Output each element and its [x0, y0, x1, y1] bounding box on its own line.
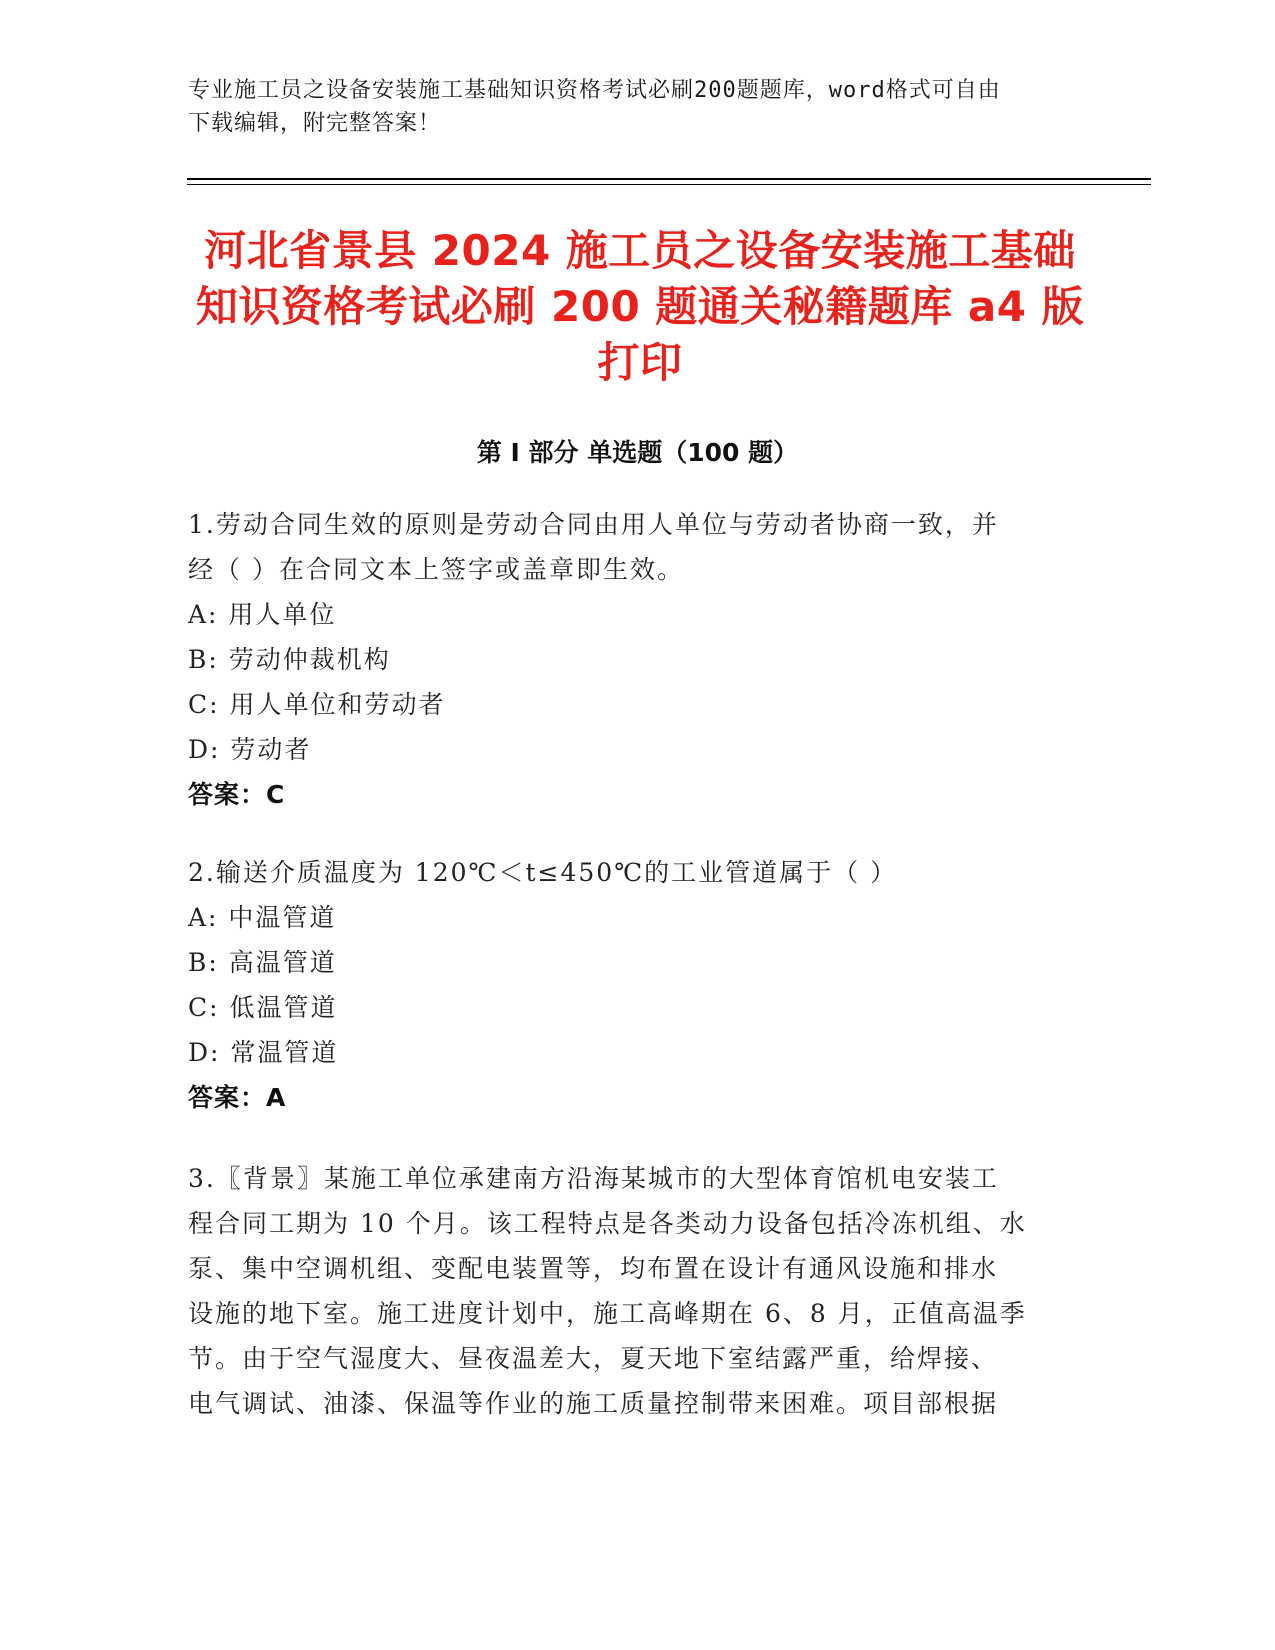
question-text: 电气调试、油漆、保温等作业的施工质量控制带来困难。项目部根据 [188, 1389, 999, 1418]
header-divider [187, 184, 1151, 185]
title-line: 知识资格考试必刷 200 题通关秘籍题库 a4 版 [195, 282, 1085, 331]
option-a: A: 用人单位 [188, 600, 337, 629]
document-title [180, 223, 1100, 391]
question-text: 2.输送介质温度为 120℃＜t≤450℃的工业管道属于（ ） [188, 858, 898, 887]
header-line: 专业施工员之设备安装施工基础知识资格考试必刷200题题库，word格式可自由 [188, 78, 1001, 103]
question-text: 程合同工期为 10 个月。该工程特点是各类动力设备包括冷冻机组、水 [188, 1209, 1027, 1238]
option-b: B: 高温管道 [188, 948, 337, 977]
option-c: C: 低温管道 [188, 993, 338, 1022]
option-d: D: 常温管道 [188, 1038, 339, 1067]
question-3 [188, 1156, 1088, 1426]
question-text: 泵、集中空调机组、变配电装置等，均布置在设计有通风设施和排水 [188, 1254, 999, 1283]
option-a: A: 中温管道 [188, 903, 337, 932]
title-line: 打印 [597, 338, 683, 387]
question-1 [188, 502, 1088, 817]
header-line: 下载编辑，附完整答案！ [188, 111, 442, 136]
question-text: 设施的地下室。施工进度计划中，施工高峰期在 6、8 月，正值高温季 [188, 1299, 1027, 1328]
question-text: 节。由于空气湿度大、昼夜温差大，夏天地下室结露严重，给焊接、 [188, 1344, 999, 1373]
answer: 答案：A [188, 1083, 287, 1112]
answer: 答案：C [188, 780, 286, 809]
question-text: 3.〖背景〗某施工单位承建南方沿海某城市的大型体育馆机电安装工 [188, 1164, 999, 1193]
option-d: D: 劳动者 [188, 735, 312, 764]
page-header [188, 74, 1088, 140]
question-2 [188, 850, 1088, 1120]
option-c: C: 用人单位和劳动者 [188, 690, 446, 719]
option-b: B: 劳动仲裁机构 [188, 645, 391, 674]
question-text: 经（ ）在合同文本上签字或盖章即生效。 [188, 555, 684, 584]
section-heading: 第 I 部分 单选题（100 题） [476, 438, 799, 467]
question-text: 1.劳动合同生效的原则是劳动合同由用人单位与劳动者协商一致，并 [188, 510, 999, 539]
header-divider [187, 178, 1151, 180]
title-line: 河北省景县 2024 施工员之设备安装施工基础 [204, 226, 1076, 275]
